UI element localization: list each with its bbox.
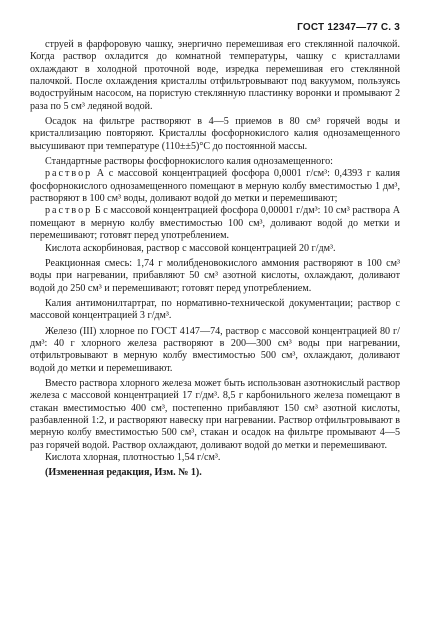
page-header bbox=[30, 22, 400, 33]
paragraph-2: Осадок на фильтре растворяют в 4—5 приемов в 80 см³ горячей воды и кристаллизацию повторяют. Кристаллы фосфорнокислого калия однозамещенного высушивают при температуре (110±±5)°С до постоянной массы. bbox=[30, 116, 400, 152]
paragraph-6: Кислота аскорбиновая, раствор с массовой концентрацией 20 г/дм³. bbox=[45, 242, 336, 254]
paragraph-1: струей в фарфоровую чашку, энергично перемешивая его стеклянной палочкой. Когда раствор охладится до комнатной температуры, чашку с кристаллами охлаждают в холодной проточной воде, изредка перемешивая его стеклянной палочкой. После охлаждения кристаллы отфильтровывают под вакуумом, пользуясь водоструйным насосом, на пористую стеклянную пластинку воронки и промывают 2 раза по 5 см³ ледяной водой. bbox=[30, 39, 400, 112]
paragraph-10: Вместо раствора хлорного железа может быть использован азотнокислый раствор железа с массовой концентрацией 17 г/дм³. 8,5 г карбонильного железа помещают в стакан вместимостью 400 см³, постепенно прибавляют 150 см³ азотной кислоты, разбавленной 1:2, и растворяют навеску при нагревании. Раствор отфильтровывают в мерную колбу вместимостью 500 см³, стакан и осадок на фильтре промывают 4—5 раз горячей водой. Раствор охлаждают, доливают водой до метки и перемешивают. bbox=[30, 377, 400, 451]
paragraph-11: Кислота хлорная, плотностью 1,54 г/см³. bbox=[45, 452, 221, 463]
document-body bbox=[30, 39, 400, 480]
paragraph-9: Железо (III) хлорное по ГОСТ 4147—74, раствор с массовой концентрацией 80 г/дм³: 40 г хлорного железа растворяют в 200—300 см³ воды при нагревании, отфильтровывают в мерную колбу вместимостью 500 см³, охлаждают, доливают водой до метки и перемешивают. bbox=[30, 325, 400, 374]
standard-number: ГОСТ 12347—77 bbox=[297, 22, 378, 33]
paragraph-4: раствор А с массовой концентрацией фосфора 0,0001 г/см³: 0,4393 г калия фосфорнокислого однозамещенного помещают в мерную колбу вместимостью 1 дм³, растворяют в 100 см³ воды, доливают водой до метки и перемешивают; bbox=[30, 168, 400, 205]
paragraph-5: раствор Б с массовой концентрацией фосфора 0,00001 г/дм³: 10 см³ раствора А помещают в мерную колбу вместимостью 100 см³, доливают водой до метки и перемешивают; готовят перед употреблением. bbox=[30, 205, 400, 242]
paragraph-8: Калия антимонилтартрат, по нормативно-технической документации; раствор с массовой концентрацией 3 г/дм³. bbox=[30, 297, 400, 322]
edition-note: (Измененная редакция, Изм. № 1). bbox=[45, 467, 202, 479]
paragraph-7: Реакционная смесь: 1,74 г молибденовокислого аммония растворяют в 100 см³ воды при нагревании, прибавляют 50 см³ азотной кислоты, охлаждают, доливают водой до 250 см³ и перемешивают; готовят перед употреблением. bbox=[30, 257, 400, 294]
solution-b-lead: раствор bbox=[45, 205, 93, 217]
page-number: С. 3 bbox=[380, 22, 400, 33]
solution-a-lead: раствор bbox=[45, 168, 93, 180]
paragraph-3: Стандартные растворы фосфорнокислого калия однозамещенного: bbox=[45, 156, 333, 168]
